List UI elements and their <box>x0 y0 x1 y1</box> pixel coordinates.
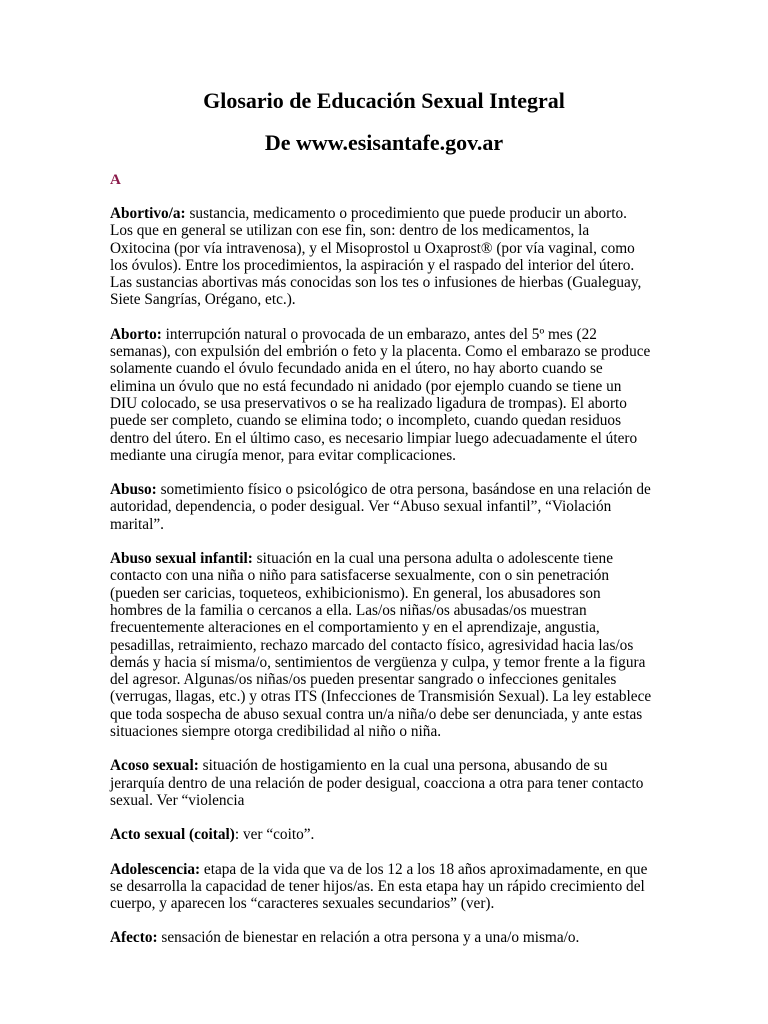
glossary-entry <box>110 326 670 464</box>
entry-line <box>110 430 670 447</box>
entry-line <box>110 619 670 636</box>
entry-line <box>110 378 670 395</box>
definition-text: frecuentemente alteraciones en el comportamiento y en el aprendizaje, angustia, <box>110 619 600 637</box>
entry-line <box>110 516 670 533</box>
definition-text: marital”. <box>110 515 164 533</box>
entry-line <box>110 585 670 602</box>
entry-line <box>110 291 670 308</box>
definition-text: pesadillas, retraimiento, rechazo marcado del contacto físico, agresividad hacia las/os <box>110 636 634 654</box>
definition-text: hombres de la familia o cercanos a ella. Las/os niñas/os abusadas/os muestran <box>110 601 587 619</box>
definition-text: Siete Sangrías, Orégano, etc.). <box>110 291 296 309</box>
definition-text: elimina un óvulo que no está fecundado ni anidado (por ejemplo cuando se tiene un <box>110 377 622 395</box>
entry-line <box>110 222 670 239</box>
entry-line <box>110 861 670 878</box>
entry-line <box>110 706 670 723</box>
definition-text: puede ser completo, cuando se elimina todo; o incompleto, cuando quedan residuos <box>110 412 622 430</box>
definition-text: los óvulos). Entre los procedimientos, la aspiración y el raspado del interior del útero. <box>110 256 635 274</box>
definition-text: : ver “coito”. <box>234 826 315 844</box>
definition-text: mediante una cirugía menor, para evitar complicaciones. <box>110 446 456 464</box>
definition-text: situación de hostigamiento en la cual una persona, abusando de su <box>198 757 608 775</box>
definition-text: demás y hacia sí misma/o, sentimientos de vergüenza y culpa, y temor frente a la figura <box>110 653 646 671</box>
section-letter-heading: A <box>110 172 121 188</box>
entry-line <box>110 274 670 291</box>
glossary-entry <box>110 481 670 533</box>
entry-line <box>110 447 670 464</box>
entry-line <box>110 602 670 619</box>
entry-line <box>110 567 670 584</box>
entry-line <box>110 326 670 343</box>
definition-text: interrupción natural o provocada de un embarazo, antes del 5º mes (22 <box>161 325 597 343</box>
entry-line <box>110 671 670 688</box>
definition-text: (verrugas, llagas, etc.) y otras ITS (Infecciones de Transmisión Sexual). La ley establece <box>110 688 652 706</box>
entry-line <box>110 688 670 705</box>
definition-text: etapa de la vida que va de los 12 a los 18 años aproximadamente, en que <box>200 860 648 878</box>
definition-text: sensación de bienestar en relación a otra persona y a una/o misma/o. <box>157 929 580 947</box>
entry-line <box>110 257 670 274</box>
entry-line <box>110 205 670 222</box>
glossary-term: Abuso sexual infantil: <box>110 550 253 568</box>
glossary-entry <box>110 861 670 913</box>
definition-text: situación en la cual una persona adulta o adolescente tiene <box>252 550 613 568</box>
glossary-entry <box>110 205 670 309</box>
entry-line <box>110 240 670 257</box>
definition-text: semanas), con expulsión del embrión o feto y la placenta. Como el embarazo se produce <box>110 343 651 361</box>
entry-line <box>110 929 670 946</box>
entry-line <box>110 360 670 377</box>
entry-line <box>110 395 670 412</box>
entry-line <box>110 723 670 740</box>
definition-text: cuerpo, y aparecen los “caracteres sexuales secundarios” (ver). <box>110 895 495 913</box>
glossary-term: Abuso: <box>110 481 157 499</box>
entry-line <box>110 343 670 360</box>
glossary-term: Acto sexual (coital) <box>110 826 235 844</box>
definition-text: situaciones siempre otorga credibilidad al niño o niña. <box>110 723 442 741</box>
glossary-entry <box>110 826 670 843</box>
definition-text: DIU colocado, se usa preservativos o se ha realizado ligadura de trompas). El aborto <box>110 394 627 412</box>
document-subtitle: De www.esisantafe.gov.ar <box>264 130 504 155</box>
glossary-entry <box>110 550 670 740</box>
glossary-entry <box>110 929 670 946</box>
definition-text: del agresor. Algunas/os niñas/os pueden presentar sangrado o infecciones genitales <box>110 671 617 689</box>
glossary-term: Acoso sexual: <box>110 757 199 775</box>
entry-line <box>110 412 670 429</box>
definition-text: Los que en general se utilizan con ese fin, son: dentro de los medicamentos, la <box>110 222 590 240</box>
definition-text: se desarrolla la capacidad de tener hijos/as. En esta etapa hay un rápido crecimiento del <box>110 877 645 895</box>
glossary-entries <box>110 205 670 964</box>
glossary-entry <box>110 757 670 809</box>
definition-text: autoridad, dependencia, o poder desigual. Ver “Abuso sexual infantil”, “Violación <box>110 498 612 516</box>
definition-text: Oxitocina (por vía intravenosa), y el Misoprostol u Oxaprost® (por vía vaginal, como <box>110 239 635 257</box>
definition-text: contacto con una niña o niño para satisfacerse sexualmente, con o sin penetración <box>110 567 610 585</box>
definition-text: (pueden ser caricias, toqueteos, exhibicionismo). En general, los abusadores son <box>110 584 601 602</box>
entry-line <box>110 792 670 809</box>
glossary-term: Aborto: <box>110 325 162 343</box>
entry-line <box>110 550 670 567</box>
definition-text: Las sustancias abortivas más conocidas son los tes o infusiones de hierbas (Gualeguay, <box>110 274 642 292</box>
entry-line <box>110 481 670 498</box>
entry-line <box>110 775 670 792</box>
entry-line <box>110 637 670 654</box>
document-title: Glosario de Educación Sexual Integral <box>203 88 565 113</box>
definition-text: jerarquía dentro de una relación de poder desigual, coacciona a otra para tener contacto <box>110 774 644 792</box>
definition-text: solamente cuando el óvulo fecundado anida en el útero, no hay aborto cuando se <box>110 360 603 378</box>
entry-line <box>110 878 670 895</box>
definition-text: sometimiento físico o psicológico de otra persona, basándose en una relación de <box>156 481 651 499</box>
entry-line <box>110 757 670 774</box>
definition-text: sustancia, medicamento o procedimiento que puede producir un aborto. <box>185 205 627 222</box>
entry-line <box>110 654 670 671</box>
glossary-term: Adolescencia: <box>110 860 201 878</box>
glossary-term: Afecto: <box>110 929 158 947</box>
entry-line <box>110 826 670 843</box>
entry-line <box>110 498 670 515</box>
glossary-term: Abortivo/a: <box>110 205 186 222</box>
definition-text: que toda sospecha de abuso sexual contra un/a niña/o debe ser denunciada, y ante estas <box>110 705 643 723</box>
definition-text: dentro del útero. En el último caso, es necesario limpiar luego adecuadamente el útero <box>110 429 638 447</box>
definition-text: sexual. Ver “violencia <box>110 791 245 809</box>
entry-line <box>110 895 670 912</box>
